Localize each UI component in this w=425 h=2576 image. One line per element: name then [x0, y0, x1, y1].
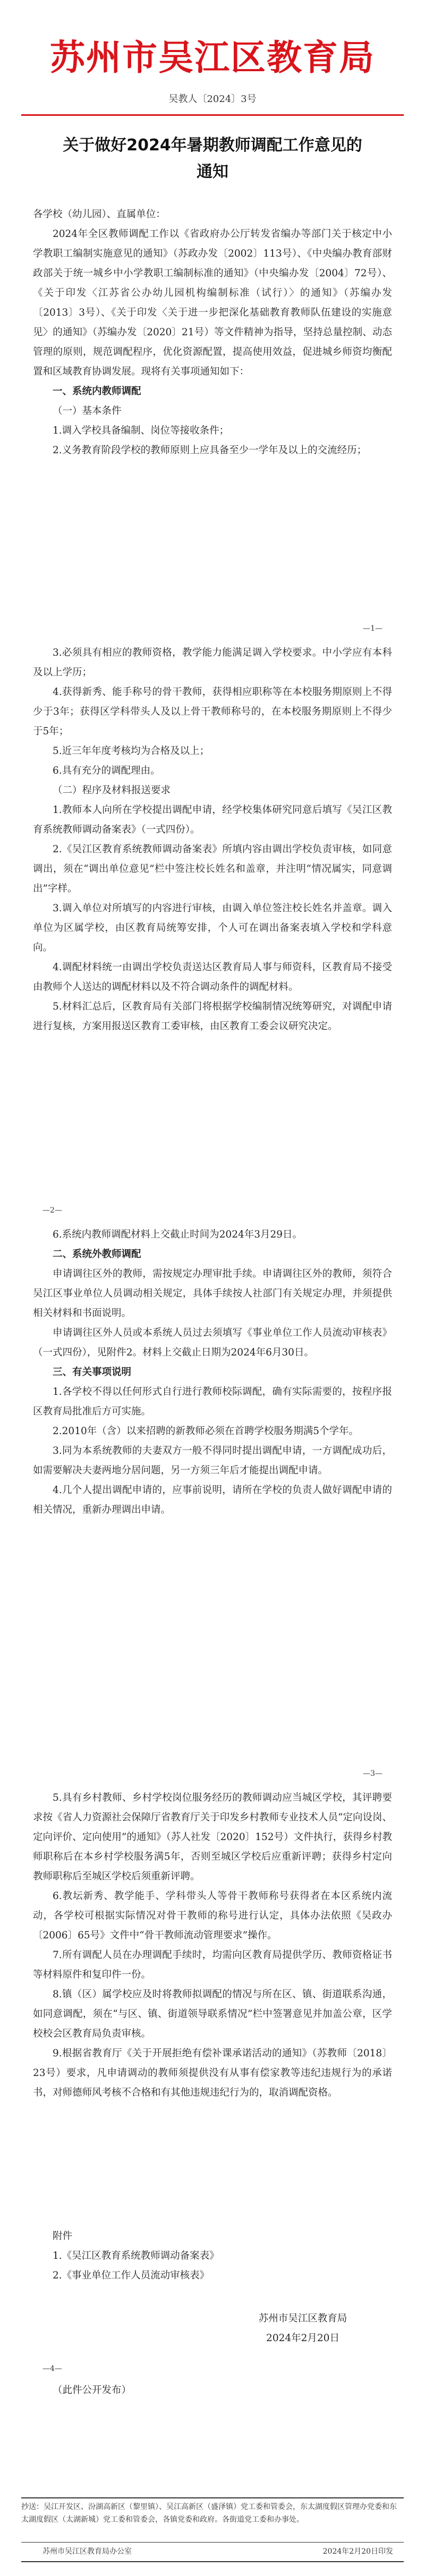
paragraph: 9.根据省教育厅《关于开展拒绝有偿补课承诺活动的通知》（苏教师〔2018〕23号）要求，凡申请调动的教师须提供没有从事有偿家教等违纪违规行为的承诺书，对师德师风考核不合格和有其他违规违纪行为的，取消调配资格。	[33, 2048, 392, 2098]
paragraph: 3.同为本系统教师的夫妻双方一般不得同时提出调配申请，一方调配成功后，如需要解决夫妻两地分居问题，另一方须三年后才能提出调配申请。	[33, 1445, 392, 1476]
public-note-block	[33, 2380, 392, 2400]
paragraph: 7.所有调配人员在办理调配手续时，均需向区教育局提供学历、教师资格证书等材料原件和复印件一份。	[33, 1950, 392, 1980]
paragraph: 6.系统内教师调配材料上交截止时间为2024年3月29日。	[53, 1229, 303, 1240]
paragraph: 2024年全区教师调配工作以《省政府办公厅转发省编办等部门关于核定中小学教职工编制实施意见的通知》（苏政办发〔2002〕113号）、《中央编办教育部财政部关于统一城乡中小学教职工编制标准的通知》（中央编办发〔2004〕72号）、《关于印发〈江苏省公办幼儿园机构编制标准（试行）〉的通知》（苏编办发〔2013〕3号）、《关于印发〈关于进一步把深化基础教育教师队伍建设的实施意见〉的通知》（苏编办发〔2020〕21号）等文件精神为指导，坚持总量控制、动态管理的原则，规范调配程序，优化资源配置，提高使用效益，促进城乡师资均衡配置和区域教育协调发展。现将有关事项通知如下：	[33, 228, 392, 377]
body-block-3	[33, 1225, 392, 1520]
body-block-4	[33, 1788, 392, 2103]
paragraph: 6.教坛新秀、教学能手、学科带头人等骨干教师称号获得者在本区系统内流动，各学校可根据实际情况对骨干教师的称号进行认定，具体办法依照《吴政办〔2006〕65号》文件中“骨干教师流动管理要求”操作。	[33, 1891, 392, 1941]
paragraph: 1.教师本人向所在学校提出调配申请，经学校集体研究同意后填写《吴江区教育系统教师调动备案表》（一式四份）。	[33, 804, 392, 835]
paragraph: 8.镇（区）属学校应及时将教师拟调配的情况与所在区、镇、街道联系沟通，如同意调配，须在“与区、镇、街道领导联系情况”栏中签署意见并加盖公章，区学校校会区教育局负责审核。	[33, 1989, 392, 2039]
paragraph: 申请调往区外的教师，需按规定办理审批手续。申请调往区外的教师，须符合吴江区事业单位人员调动相关规定，具体手续按人社部门有关规定办理，并须提供相关材料和书面说明。	[33, 1268, 392, 1319]
paragraph: 2.《吴江区教育系统教师调动备案表》所填内容由调出学校负责审核，如同意调出，须在“调出单位意见”栏中签注校长姓名和盖章，并注明“情况属实，同意调出”字样。	[33, 844, 392, 894]
footer-middle-rule	[21, 2542, 404, 2543]
paragraph: 4.几个人提出调配申请的，应事前说明，请所在学校的负责人做好调配申请的相关情况，重新办理调出申请。	[33, 1485, 392, 1515]
body-block-2	[33, 643, 392, 1036]
paragraph: 申请调往区外人员或本系统人员过去须填写《事业单位工作人员流动审核表》（一式四份），见附件2。材料上交截止日期为2024年6月30日。	[33, 1327, 392, 1358]
paragraph: 4.调配材料统一由调出学校负责送达区教育局人事与师资科，区教育局不接受由教师个人送达的调配材料以及不符合调动条件的调配材料。	[33, 962, 392, 993]
paragraph: 5.材料汇总后，区教育局有关部门将根据学校编制情况统筹研究，对调配申请进行复核，方案用报送区教育工委审核，由区教育工委会议研究决定。	[33, 1001, 392, 1032]
subsection-heading: （一）基本条件	[53, 405, 122, 417]
bureau-name: 苏州市吴江区教育局	[50, 37, 375, 78]
paragraph: 6.具有充分的调配理由。	[53, 765, 160, 776]
footer-top-rule	[21, 2497, 404, 2498]
footer-cc: 抄送：吴江开发区、汾湖高新区（黎里镇）、吴江高新区（盛泽镇）党工委和管委会，东太湖度假区管理办党委和东太湖度假区（太湖新城）党工委和管委会，各镇党委和政府。各街道党工委和办事处。	[21, 2503, 397, 2524]
footer-issue-date: 2024年2月20日印发	[322, 2547, 393, 2556]
body-block-1	[33, 205, 392, 460]
paragraph: 1.调入学校具备编制、岗位等接收条件；	[53, 425, 230, 436]
red-separator-line	[21, 114, 404, 116]
doc-title-line1: 关于做好2024年暑期教师调配工作意见的	[63, 136, 362, 155]
page-marker: —2—	[42, 1206, 62, 1215]
doc-number: 吴教人〔2024〕3号	[168, 94, 257, 105]
page-marker: —1—	[363, 624, 382, 633]
page-marker: —3—	[363, 1769, 382, 1778]
attachment-item: 1.《吴江区教育系统教师调动备案表》	[53, 2250, 219, 2261]
paragraph: 4.获得新秀、能手称号的骨干教师，获得相应职称等在本校服务期原则上不得少于3年；获得区学科带头人及以上骨干教师称号的，在本校服务期原则上不得少于5年；	[33, 687, 392, 737]
subsection-heading: （二）程序及材料报送要求	[53, 785, 171, 796]
footer-issue-row	[21, 2545, 404, 2558]
section-heading: 三、有关事项说明	[53, 1367, 132, 1378]
page-marker: —4—	[42, 2365, 62, 2373]
signature-date: 2024年2月20日	[266, 2333, 339, 2344]
paragraph: 1.各学校不得以任何形式自行进行教师校际调配，确有实际需要的，按程序报区教育局批准后方可实施。	[33, 1386, 392, 1417]
public-note: （此件公开发布）	[53, 2385, 132, 2396]
paragraph: 2.义务教育阶段学校的教师原则上应具备至少一学年及以上的交流经历；	[53, 445, 367, 456]
paragraph: 5.具有乡村教师、乡村学校岗位服务经历的教师调动应当城区学校，其评聘要求按《省人力资源社会保障厅省教育厅关于印发乡村教师专业技术人员“定向设岗、定向评价、定向使用”的通知》（苏人社发〔2020〕152号）文件执行，获得乡村教师职称后在本乡村学校服务满5年，否则至城区学校后应重新评聘；获得乡村定向教师职称后至城区学校后须重新评聘。	[33, 1792, 392, 1882]
paragraph: 5.近三年年度考核均为合格及以上；	[53, 745, 210, 757]
signature-org: 苏州市吴江区教育局	[258, 2313, 347, 2324]
section-heading: 二、系统外教师调配	[53, 1249, 141, 1260]
paragraph: 3.必须具有相应的教师资格，教学能力能满足调入学校要求。中小学应有本科及以上学历；	[33, 647, 392, 678]
paragraph: 3.调入单位对所填写的内容进行审核，由调入单位签注校长姓名并盖章。调入单位为区属学校，由区教育局统筹安排，个人可在调出备案表填入学校和学科意向。	[33, 903, 392, 953]
footer-office: 苏州市吴江区教育局办公室	[42, 2547, 132, 2556]
attachment-item: 2.《事业单位工作人员流动审核表》	[53, 2270, 210, 2281]
doc-title-line2: 通知	[197, 163, 228, 181]
footer-bottom-rule	[21, 2561, 404, 2562]
attachments-label: 附件	[53, 2231, 73, 2242]
attachments-block	[33, 2226, 392, 2285]
paragraph: 2.2010年（含）以来招聘的新教师必须在首聘学校服务期满5个学年。	[53, 1426, 359, 1437]
salutation: 各学校（幼儿园）、直属单位：	[33, 209, 166, 220]
section-heading: 一、系统内教师调配	[53, 386, 141, 397]
